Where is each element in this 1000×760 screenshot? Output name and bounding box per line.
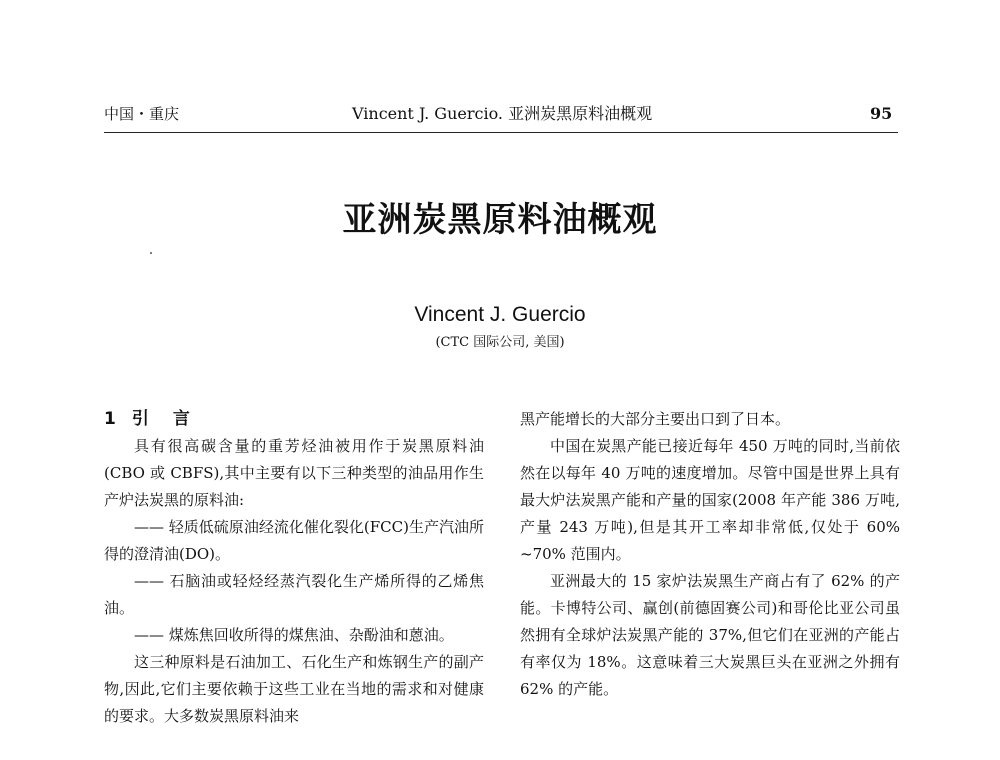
running-header-left: 中国・重庆	[104, 105, 180, 123]
list-item: —— 煤炼焦回收所得的煤焦油、杂酚油和蒽油。	[134, 626, 454, 644]
paragraph: 这三种原料是石油加工、石化生产和炼钢生产的副产物,因此,它们主要依赖于这些工业在当地的需求和对健康的要求。大多数炭黑原料油来	[104, 653, 484, 725]
paragraph: 黑产能增长的大部分主要出口到了日本。	[520, 410, 791, 428]
paragraph: 亚洲最大的 15 家炉法炭黑生产商占有了 62% 的产能。卡博特公司、赢创(前德固赛公司)和哥伦比亚公司虽然拥有全球炉法炭黑产能的 37%,但它们在亚洲的产能占有率仅为 18%。这意味着三大炭黑巨头在亚洲之外拥有 62% 的产能。	[520, 572, 900, 698]
running-header-title: Vincent J. Guercio. 亚洲炭黑原料油概观	[352, 104, 653, 123]
header-rule	[104, 132, 898, 133]
section-heading: 1 引 言	[104, 409, 192, 429]
author-name: Vincent J. Guercio	[414, 303, 586, 326]
list-item: —— 石脑油或轻烃经蒸汽裂化生产烯所得的乙烯焦油。	[104, 572, 484, 617]
paragraph: 中国在炭黑产能已接近每年 450 万吨的同时,当前依然在以每年 40 万吨的速度增加。尽管中国是世界上具有最大炉法炭黑产能和产量的国家(2008 年产能 386 万吨,产量 243 万吨),但是其开工率却非常低,仅处于 60% ~70% 范围内。	[520, 437, 900, 563]
article-title: 亚洲炭黑原料油概观	[342, 200, 658, 240]
page-number: 95	[870, 104, 893, 123]
scan-speck	[150, 252, 152, 254]
paragraph: 具有很高碳含量的重芳烃油被用作于炭黑原料油(CBO 或 CBFS),其中主要有以下三种类型的油品用作生产炉法炭黑的原料油:	[104, 437, 484, 509]
right-column	[520, 406, 900, 703]
author-affiliation: (CTC 国际公司, 美国)	[435, 335, 565, 350]
list-item: —— 轻质低硫原油经流化催化裂化(FCC)生产汽油所得的澄清油(DO)。	[104, 518, 484, 563]
left-column	[104, 406, 484, 730]
